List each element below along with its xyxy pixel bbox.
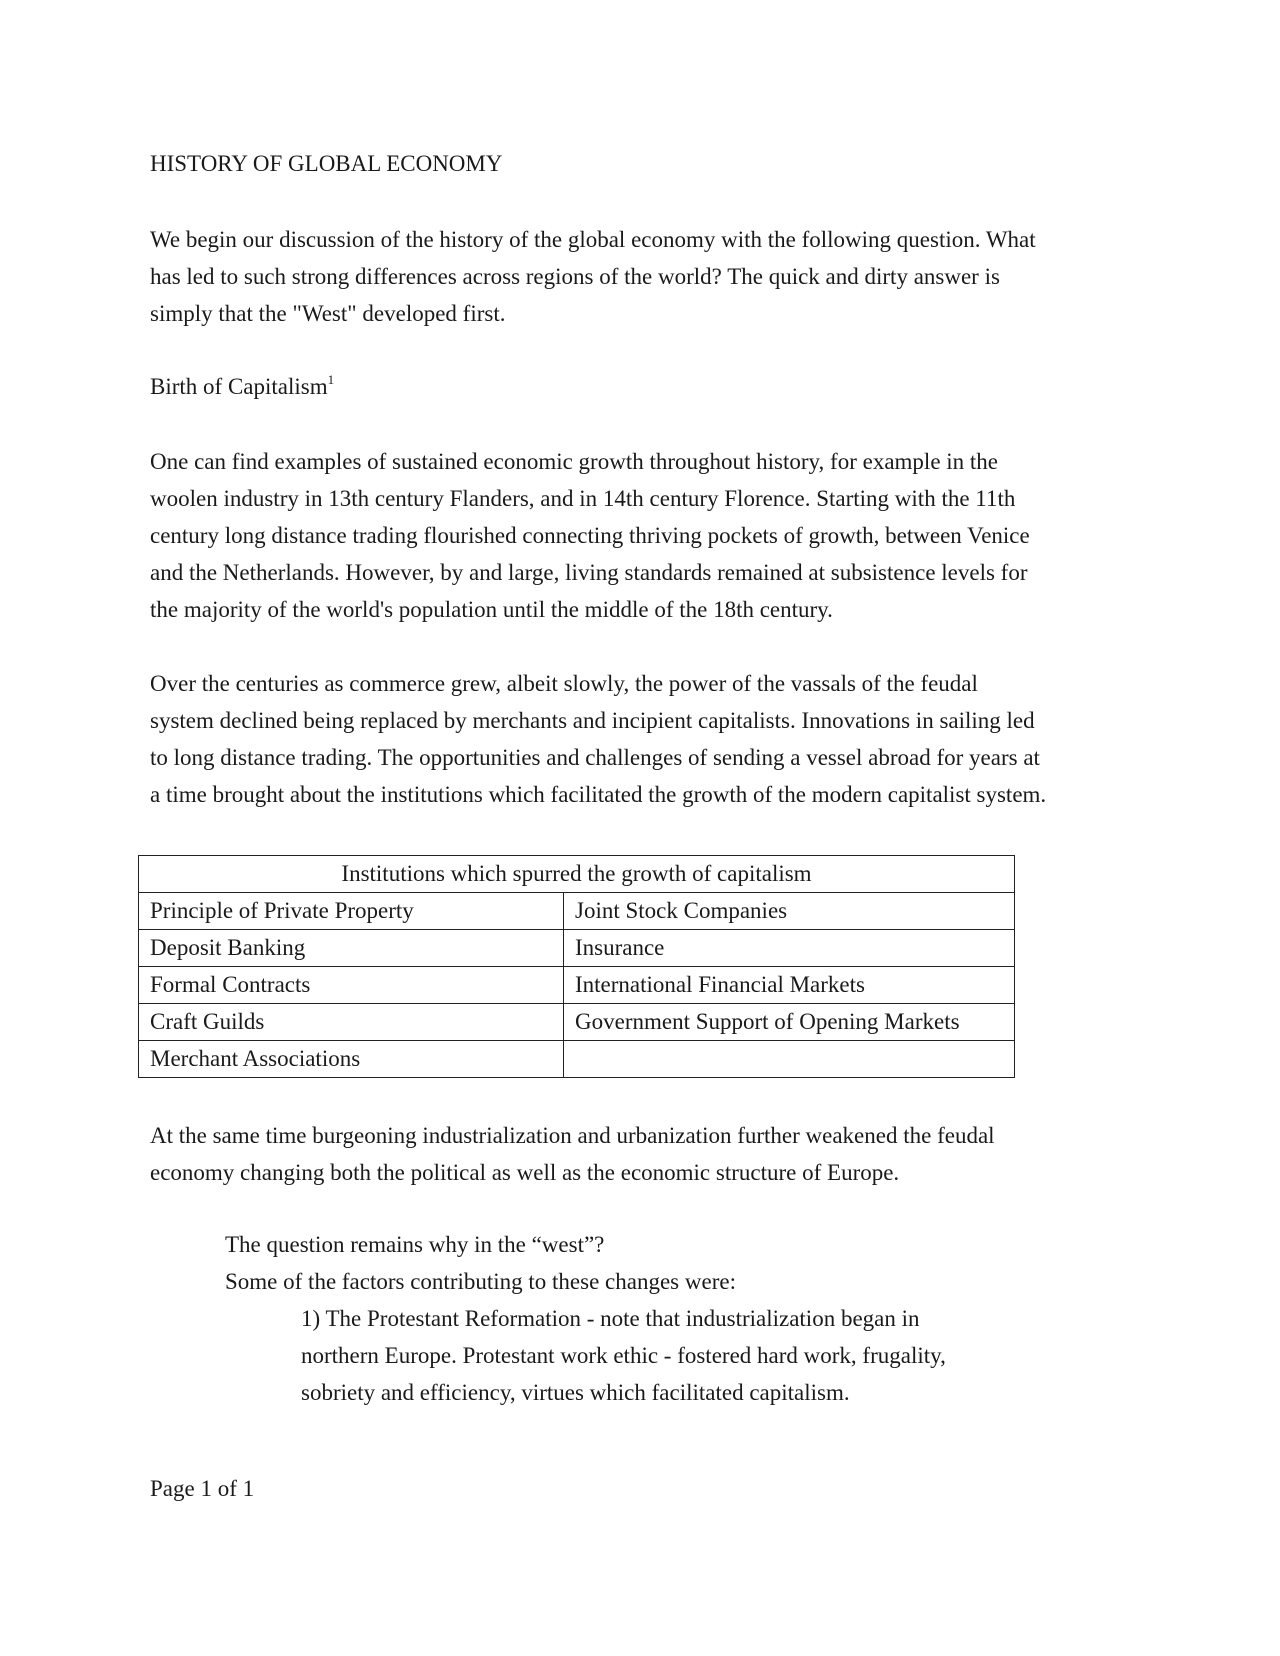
table-cell: Insurance	[564, 930, 1015, 967]
text-line: century long distance trading flourished connecting thriving pockets of growth, between Venice	[150, 523, 1030, 548]
text-line: northern Europe. Protestant work ethic - fostered hard work, frugality,	[301, 1343, 946, 1368]
table-cell: Merchant Associations	[139, 1041, 564, 1078]
text-line: the majority of the world's population until the middle of the 18th century.	[150, 597, 833, 622]
text-line: The question remains why in the “west”?	[225, 1232, 605, 1257]
table-cell: Craft Guilds	[139, 1004, 564, 1041]
text-line: system declined being replaced by merchants and incipient capitalists. Innovations in sailing led	[150, 708, 1035, 733]
table-cell: Formal Contracts	[139, 967, 564, 1004]
table-caption: Institutions which spurred the growth of capitalism	[139, 856, 1015, 893]
document-title: HISTORY OF GLOBAL ECONOMY	[150, 151, 503, 176]
text-line: has led to such strong differences across regions of the world? The quick and dirty answer is	[150, 264, 1000, 289]
paragraph-3	[150, 1117, 1150, 1191]
intro-paragraph	[150, 221, 1150, 332]
institutions-table	[138, 855, 1015, 1078]
table-row	[139, 967, 1015, 1004]
text-line: Over the centuries as commerce grew, albeit slowly, the power of the vassals of the feudal	[150, 671, 978, 696]
text-line: economy changing both the political as well as the economic structure of Europe.	[150, 1160, 900, 1185]
factor-1	[301, 1300, 1280, 1411]
text-line: One can find examples of sustained economic growth throughout history, for example in the	[150, 449, 999, 474]
text-line: a time brought about the institutions which facilitated the growth of the modern capitalist system.	[150, 782, 1047, 807]
text-line: and the Netherlands. However, by and large, living standards remained at subsistence levels for	[150, 560, 1028, 585]
section-heading	[150, 373, 334, 401]
table-row	[139, 1041, 1015, 1078]
text-line: simply that the "West" developed first.	[150, 301, 506, 326]
text-line: At the same time burgeoning industrialization and urbanization further weakened the feudal	[150, 1123, 995, 1148]
table-row	[139, 1004, 1015, 1041]
page-footer: Page 1 of 1	[150, 1476, 255, 1501]
table-cell: Joint Stock Companies	[564, 893, 1015, 930]
text-line: Some of the factors contributing to these changes were:	[225, 1269, 736, 1294]
text-line: to long distance trading. The opportunities and challenges of sending a vessel abroad for years at	[150, 745, 1040, 770]
table-header-row	[139, 856, 1015, 893]
table-row	[139, 893, 1015, 930]
table-cell: Deposit Banking	[139, 930, 564, 967]
table-cell: Government Support of Opening Markets	[564, 1004, 1015, 1041]
text-line: 1) The Protestant Reformation - note that industrialization began in	[301, 1306, 920, 1331]
table-cell: Principle of Private Property	[139, 893, 564, 930]
paragraph-1	[150, 443, 1150, 628]
table-cell: International Financial Markets	[564, 967, 1015, 1004]
question-block	[225, 1226, 1225, 1300]
paragraph-2	[150, 665, 1150, 813]
table-cell	[564, 1041, 1015, 1078]
footnote-marker[interactable]: 1	[327, 372, 335, 387]
section-heading-text: Birth of Capitalism	[150, 374, 328, 399]
text-line: We begin our discussion of the history of the global economy with the following question. What	[150, 227, 1036, 252]
text-line: woolen industry in 13th century Flanders, and in 14th century Florence. Starting with the 11th	[150, 486, 1016, 511]
table-row	[139, 930, 1015, 967]
text-line: sobriety and efficiency, virtues which facilitated capitalism.	[301, 1380, 850, 1405]
